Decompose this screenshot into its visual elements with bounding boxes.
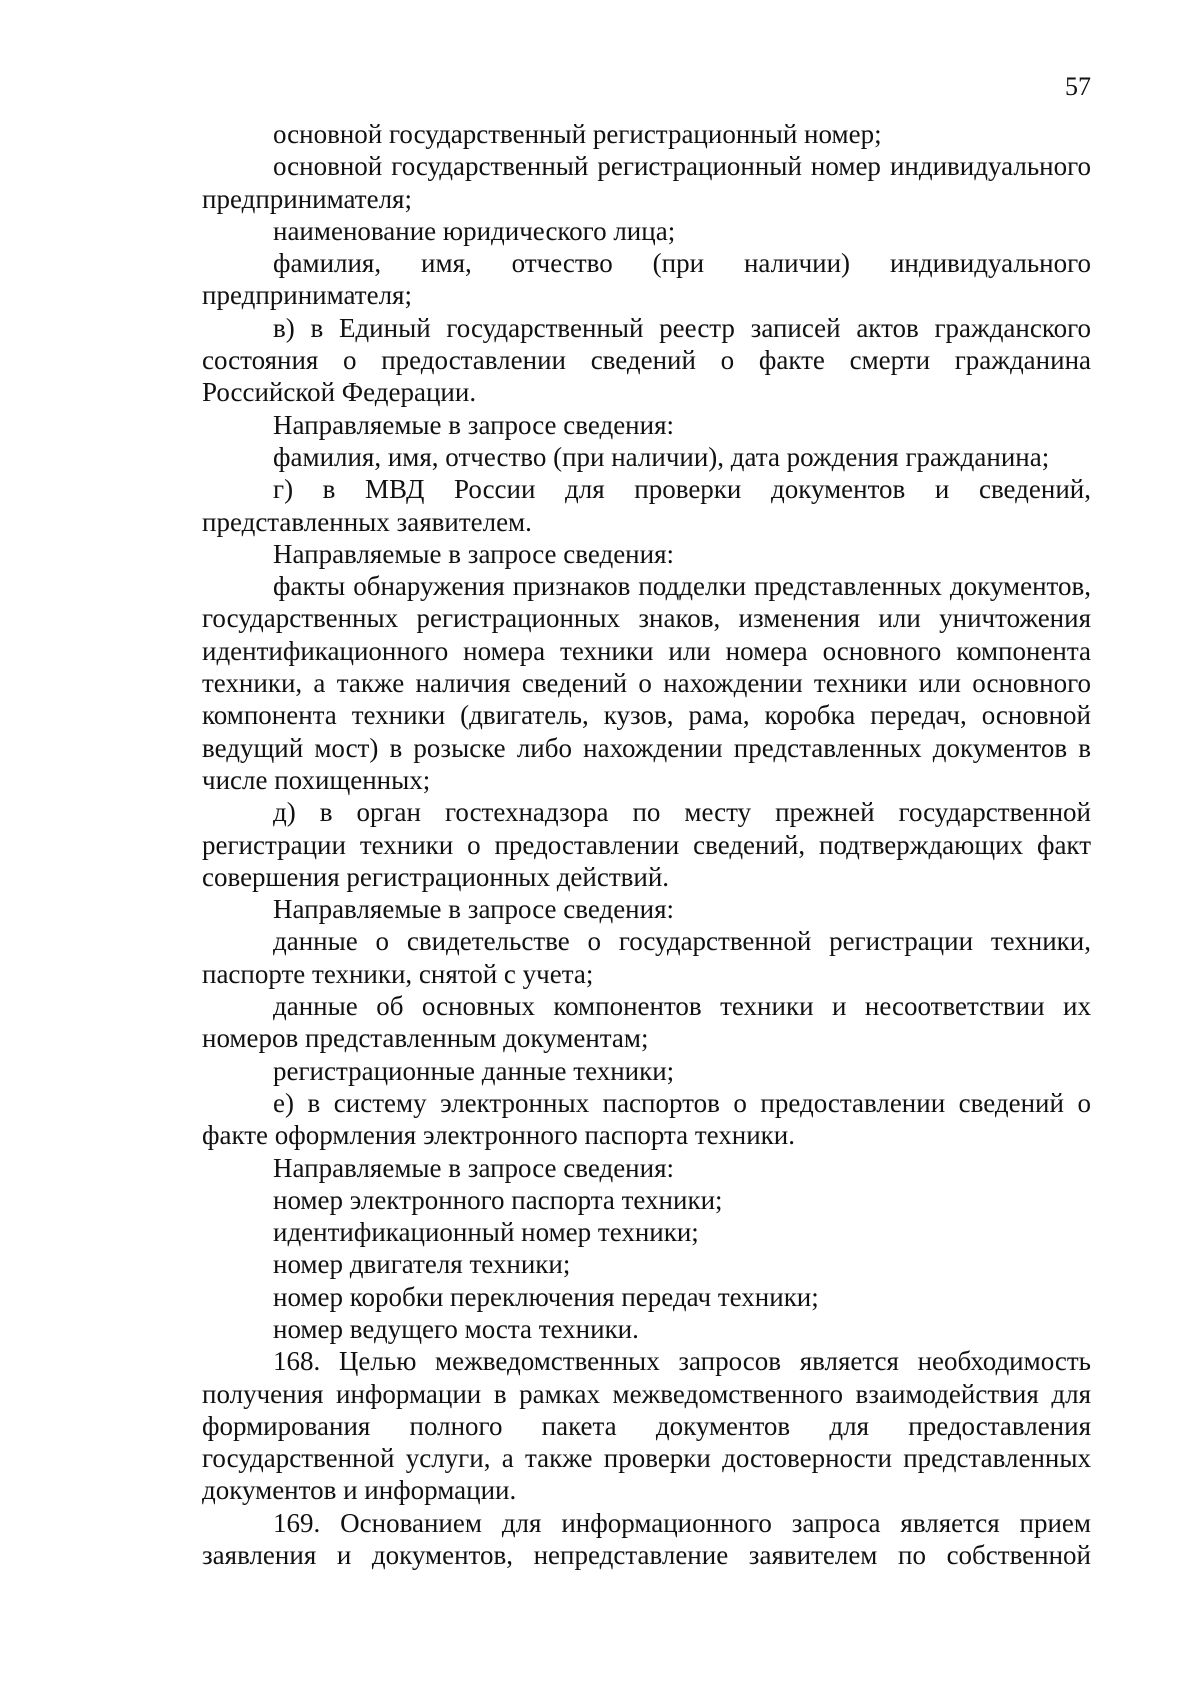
paragraph: основной государственный регистрационный номер; <box>273 119 882 149</box>
page-number: 57 <box>1065 72 1091 101</box>
paragraph: Направляемые в запросе сведения: <box>273 538 674 569</box>
paragraph: Направляемые в запросе сведения: <box>273 1152 674 1183</box>
paragraph: г) в МВД России для проверки документов и сведений, представленных заявителем. <box>202 474 1091 537</box>
paragraph: основной государственный регистрационный номер индивидуального предпринимателя; <box>202 151 1091 214</box>
paragraph: номер ведущего моста техники. <box>273 1313 639 1344</box>
paragraph: Направляемые в запросе сведения: <box>273 894 674 925</box>
paragraph: е) в систему электронных паспортов о предоставлении сведений о факте оформления электронного паспорта техники. <box>202 1087 1091 1151</box>
paragraph: фамилия, имя, отчество (при наличии) индивидуального предпринимателя; <box>202 248 1091 311</box>
paragraph: наименование юридического лица; <box>273 215 676 246</box>
paragraph: номер коробки переключения передач техники; <box>273 1281 819 1312</box>
paragraph: факты обнаружения признаков подделки представленных документов, государственных регистрационных знаков, изменения или уничтожения идентификационного номера техники или номера основного компонента техники, а также наличия сведений о нахождении техники или основного компонента техники (двигатель, кузов, рама, коробка передач, основной ведущий мост) в розыске либо нахождении представленных документов в числе похищенных; <box>202 571 1091 795</box>
paragraph: Направляемые в запросе сведения: <box>273 409 674 440</box>
paragraph: 169. Основанием для информационного запроса является прием заявления и документов, непредставление заявителем по собственной <box>202 1507 1091 1571</box>
paragraph: данные о свидетельстве о государственной регистрации техники, паспорте техники, снятой с учета; <box>202 926 1091 989</box>
document-body <box>202 118 1091 1571</box>
paragraph: д) в орган гостехнадзора по месту прежней государственной регистрации техники о предоставлении сведений, подтверждающих факт совершения регистрационных действий. <box>202 797 1091 892</box>
paragraph: данные об основных компонентов техники и несоответствии их номеров представленным документам; <box>202 991 1091 1054</box>
paragraph: в) в Единый государственный реестр записей актов гражданского состояния о предоставлении сведений о факте смерти гражданина Российской Федерации. <box>202 312 1091 408</box>
paragraph: 168. Целью межведомственных запросов является необходимость получения информации в рамках межведомственного взаимодействия для формирования полного пакета документов для предоставления государственной услуги, а также проверки достоверности представленных документов и информации. <box>202 1346 1091 1506</box>
paragraph: регистрационные данные техники; <box>273 1055 675 1086</box>
paragraph: идентификационный номер техники; <box>273 1217 699 1248</box>
paragraph: фамилия, имя, отчество (при наличии), дата рождения гражданина; <box>273 441 1050 472</box>
paragraph: номер электронного паспорта техники; <box>273 1184 723 1215</box>
paragraph: номер двигателя техники; <box>273 1249 571 1280</box>
